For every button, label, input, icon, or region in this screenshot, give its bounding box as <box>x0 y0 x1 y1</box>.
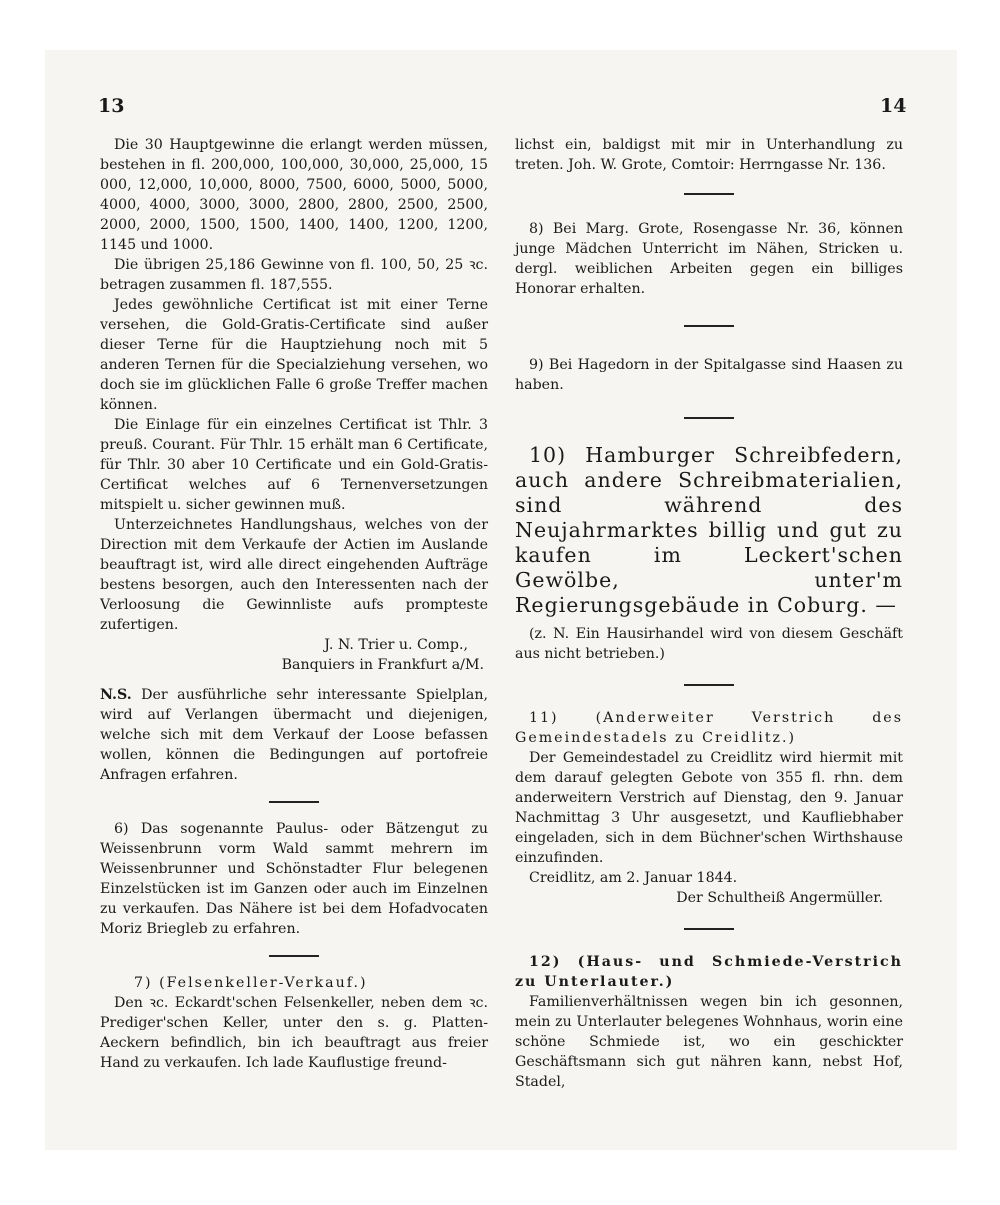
divider <box>684 325 734 327</box>
ad-11-signature: Der Schultheiß Angermüller. <box>676 890 883 906</box>
ad-11-text: Der Gemeindestadel zu Creidlitz wird hiermit mit dem darauf gelegten Gebote von 355 fl. rhn. dem anderweitern Verstrich auf Dienstag, den 9. Januar Nachmittag 3 Uhr ausgesetzt, und Kaufliebhaber eingeladen, sich in dem Büchner'schen Wirthshause einzufinden. <box>515 750 903 866</box>
left-column <box>100 135 488 1073</box>
divider <box>684 193 734 195</box>
lottery-prizes-paragraph: Die 30 Hauptgewinne die erlangt werden müssen, bestehen in fl. 200,000, 100,000, 30,000, 25,000, 15 000, 12,000, 10,000, 8000, 7500, 6000, 5000, 5000, 4000, 4000, 3000, 3000, 2800, 2800, 2500, 2500, 2000, 2000, 1500, 1500, 1400, 1400, 1200, 1200, 1145 und 1000. <box>100 137 488 253</box>
ad-10-note: (z. N. Ein Hausirhandel wird von diesem Geschäft aus nicht betrieben.) <box>515 626 903 662</box>
divider <box>684 684 734 686</box>
postscript-label: N.S. <box>100 687 132 703</box>
ad-9-text: 9) Bei Hagedorn in der Spitalgasse sind Haasen zu haben. <box>515 357 903 393</box>
ad-12-title: 12) (Haus- und Schmiede-Verstrich zu Unterlauter.) <box>515 954 903 990</box>
postscript <box>100 685 488 785</box>
divider <box>269 801 319 803</box>
page-number-right: 14 <box>880 95 907 117</box>
ad-12-text: Familienverhältnissen wegen bin ich gesonnen, mein zu Unterlauter belegenes Wohnhaus, worin eine schöne Schmiede ist, wo ein geschickter Geschäftsmann sich gut nähren kann, nebst Hof, Stadel, <box>515 994 903 1090</box>
certificate-terne-paragraph: Jedes gewöhnliche Certificat ist mit einer Terne versehen, die Gold-Gratis-Certificate sind außer dieser Terne für die Hauptziehung noch mit 5 anderen Ternen für die Specialziehung versehen, wo doch sie im glücklichen Falle 6 große Treffer machen können. <box>100 297 488 413</box>
ad-6-text: 6) Das sogenannte Paulus- oder Bätzengut zu Weissenbrunn vorm Wald sammt mehrern im Weissenbrunner und Schönstadter Flur belegenen Einzelstücken ist im Ganzen oder auch im Einzelnen zu verkaufen. Das Nähere ist bei dem Hofadvocaten Moriz Briegleb zu erfahren. <box>100 821 488 937</box>
ad-7-continuation: lichst ein, baldigst mit mir in Unterhandlung zu treten. Joh. W. Grote, Comtoir: Herrngasse Nr. 136. <box>515 137 903 173</box>
ad-11-title: 11) (Anderweiter Verstrich des Gemeindestadels zu Creidlitz.) <box>515 710 903 746</box>
signature-banquiers: Banquiers in Frankfurt a/M. <box>281 657 484 673</box>
ad-8-text: 8) Bei Marg. Grote, Rosengasse Nr. 36, können junge Mädchen Unterricht im Nähen, Stricken u. dergl. weiblichen Arbeiten gegen ein billiges Honorar erhalten. <box>515 221 903 297</box>
trading-house-paragraph: Unterzeichnetes Handlungshaus, welches von der Direction mit dem Verkaufe der Actien im Auslande beauftragt ist, wird alle direct eingehenden Aufträge bestens besorgen, auch den Interessenten nach der Verloosung die Gewinnliste aufs prompteste zufertigen. <box>100 517 488 633</box>
divider <box>684 417 734 419</box>
divider <box>269 955 319 957</box>
divider <box>684 928 734 930</box>
page-number-left: 13 <box>98 95 125 117</box>
ad-10-text: 10) Hamburger Schreibfedern, auch andere Schreibmaterialien, sind während des Neujahrmarktes billig und gut zu kaufen im Leckert'schen Gewölbe, unter'm Regierungsgebäude in Coburg. — <box>515 443 903 617</box>
ad-11-date: Creidlitz, am 2. Januar 1844. <box>529 870 738 886</box>
signature-company: J. N. Trier u. Comp., <box>324 637 468 653</box>
remaining-prizes-paragraph: Die übrigen 25,186 Gewinne von fl. 100, 50, 25 ꝛc. betragen zusammen fl. 187,555. <box>100 257 488 293</box>
ad-7-text: Den ꝛc. Eckardt'schen Felsenkeller, neben dem ꝛc. Prediger'schen Keller, unter den s. g. Platten-Aeckern befindlich, bin ich beauftragt aus freier Hand zu verkaufen. Ich lade Kauflustige freund- <box>100 995 488 1071</box>
right-column <box>515 135 903 1092</box>
postscript-text: Der ausführliche sehr interessante Spielplan, wird auf Verlangen übermacht und diejenigen, welche sich mit dem Verkauf der Loose befassen wollen, können die Bedingungen auf portofreie Anfragen erfahren. <box>100 687 488 783</box>
stake-paragraph: Die Einlage für ein einzelnes Certificat ist Thlr. 3 preuß. Courant. Für Thlr. 15 erhält man 6 Certificate, für Thlr. 30 aber 10 Certificate und ein Gold-Gratis-Certificat welches auf 6 Ternenversetzungen mitspielt u. sicher gewinnen muß. <box>100 417 488 513</box>
ad-7-title: 7) (Felsenkeller-Verkauf.) <box>134 975 368 991</box>
